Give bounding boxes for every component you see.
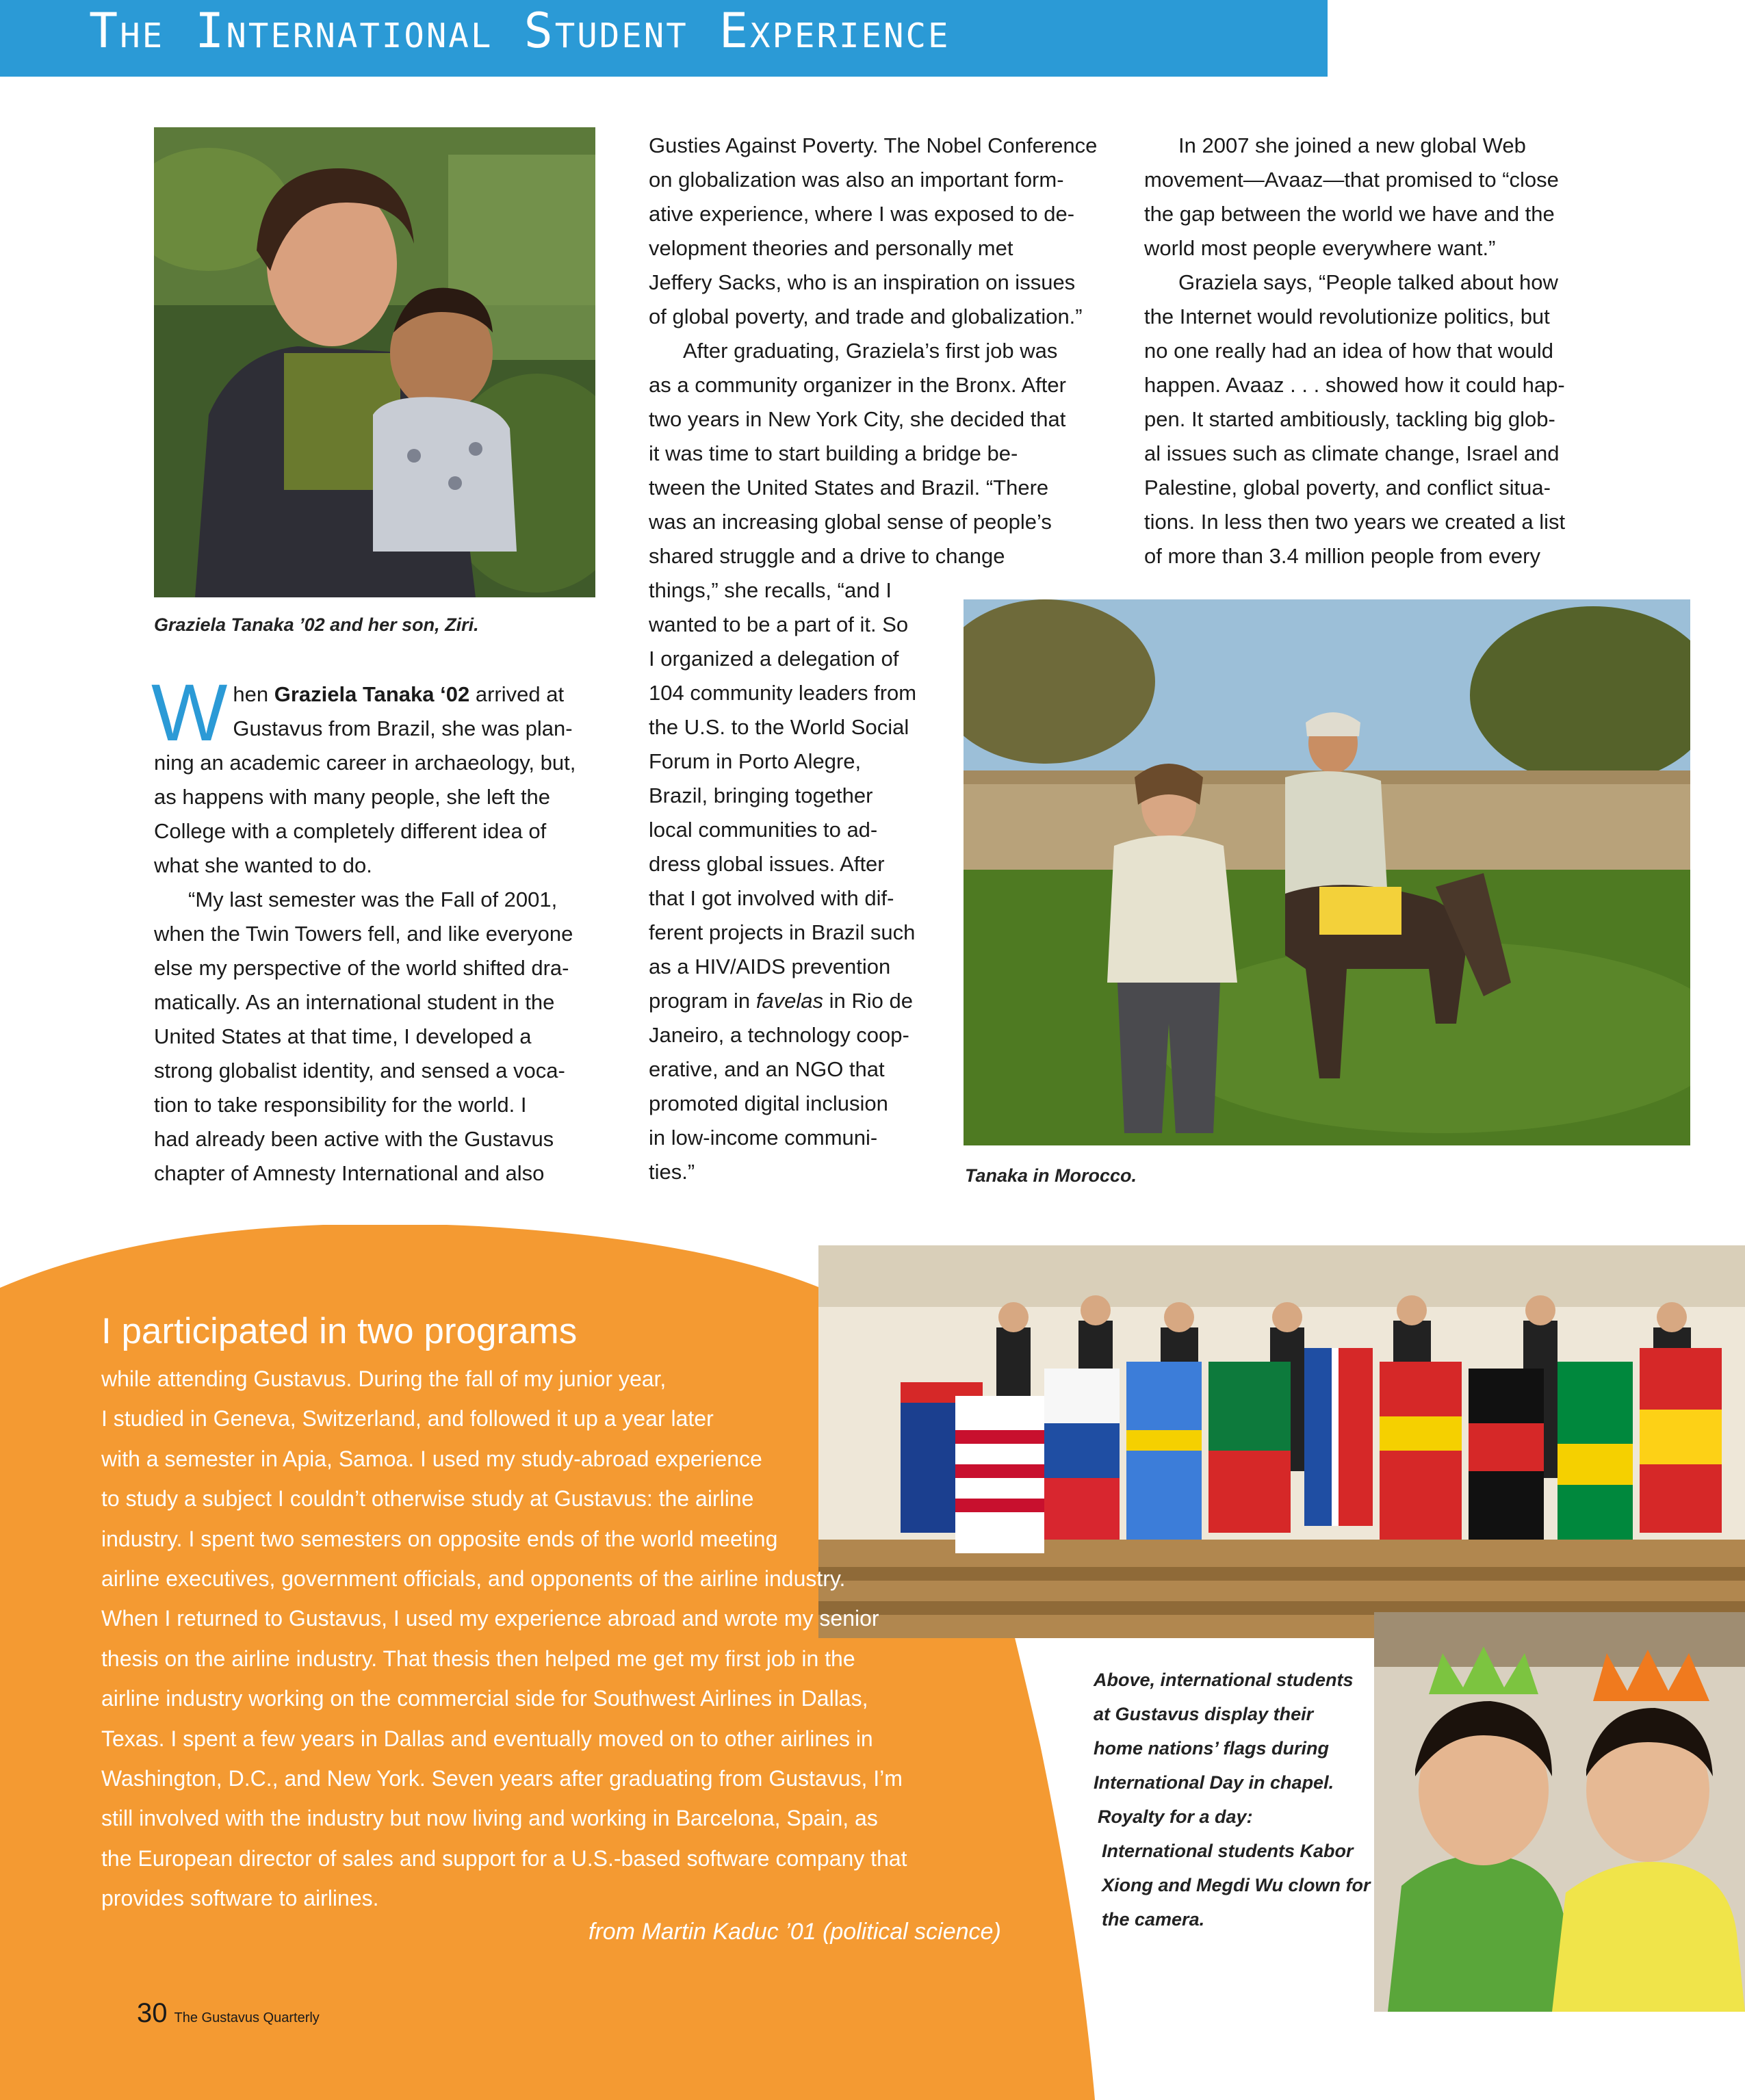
caption-mother-son: Graziela Tanaka ’02 and her son, Ziri. <box>154 614 479 635</box>
pull-quote-attribution: from Martin Kaduc ’01 (political science) <box>589 1919 1001 1945</box>
paragraph-5: In 2007 she joined a new global Web movement—Avaaz—that promised to “close the gap between the world we have and the world most people everywhere want.” <box>1144 133 1559 260</box>
paragraph-3: Gusties Against Poverty. The Nobel Conference on globalization was also an important form- ative experience, where I was exposed to de- velopment theories and personally met Jeffery Sacks, who is an inspiration on issues of global poverty, and trade and globalization.” <box>649 133 1098 328</box>
photo-morocco-donkey <box>964 599 1690 1145</box>
photo-flags-chapel <box>818 1245 1745 1638</box>
page-title: The International Student Experience <box>89 3 951 59</box>
photo-students-crowns <box>1374 1612 1745 2012</box>
paragraph-2: “My last semester was the Fall of 2001, when the Twin Towers fell, and like everyone else my perspective of the world shifted dra- matically. As an international student in the United States at that time, I developed a strong globalist identity, and sensed a voca- tion to take responsibility for the world. I had already been active with the Gustavus chapter of Amnesty International and also <box>154 887 573 1185</box>
paragraph-1: W hen Graziela Tanaka ‘02 arrived at Gustavus from Brazil, she was plan- ning an academic career in archaeology, but, as happens with many people, she left the College with a completely different idea of what she wanted to do. <box>151 668 576 877</box>
article-column-3 <box>1144 129 1623 573</box>
paragraph-4: After graduating, Graziela’s first job was as a community organizer in the Bronx. After two years in New York City, she decided that it was time to start building a bridge be- tween the United States and Brazil. “There was an increasing global sense of people’s shared struggle and a drive to change things,” she recalls, “and I wanted to be a part of it. So I organized a delegation of 104 community leaders from the U.S. to the World Social Forum in Porto Alegre, Brazil, bringing together local communities to ad- dress global issues. After that I got involved with dif- ferent projects in Brazil such as a HIV/AIDS prevention program in favelas in Rio de Janeiro, a technology coop- erative, and an NGO that promoted digital inclusion in low-income communi- ties.” <box>649 339 1066 1184</box>
caption-morocco: Tanaka in Morocco. <box>965 1165 1137 1186</box>
person-name: Graziela Tanaka ‘02 <box>274 682 470 706</box>
pull-quote-body: while attending Gustavus. During the fall of my junior year, I studied in Geneva, Switzerland, and followed it up a year later with a semester in Apia, Samoa. I used my study-abroad experience to study a subject I couldn’t otherwise study at Gustavus: the airline industry. I spent two semesters on opposite ends of the world meeting airline executives, government officials, and opponents of the airline industry. When I returned to Gustavus, I used my experience abroad and wrote my senior thesis on the airline industry. That thesis then helped me get my first job in the airline industry working on the commercial side for Southwest Airlines in Dallas, Texas. I spent a few years in Dallas and eventually moved on to other airlines in Washington, D.C., and New York. Seven years after graduating from Gustavus, I’m still involved with the industry but now living and working in Barcelona, Spain, as the European director of sales and support for a U.S.-based software company that provides software to airlines. <box>101 1366 907 1911</box>
page-footer <box>137 1998 320 2029</box>
header-banner <box>0 0 1328 77</box>
article-column-1 <box>151 668 592 1191</box>
drop-cap: W <box>151 668 228 758</box>
pull-quote-headline: I participated in two programs <box>101 1311 578 1351</box>
photo-mother-son <box>154 127 595 597</box>
caption-flags: Above, international students at Gustavus display their home nations’ flags during International Day in chapel. <box>1094 1670 1354 1793</box>
caption-crowns: Royalty for a day: International students Kabor Xiong and Megdi Wu clown for the camera. <box>1098 1806 1371 1930</box>
publication-name: The Gustavus Quarterly <box>174 2010 320 2025</box>
paragraph-6: Graziela says, “People talked about how the Internet would revolutionize politics, but no one really had an idea of how that would happen. Avaaz . . . showed how it could hap- pen. It started ambitiously, tackling big glob- al issues such as climate change, Israel and Palestine, global poverty, and conflict situa- tions. In less then two years we created a list of more than 3.4 million people from every <box>1144 270 1566 568</box>
page-number: 30 <box>137 1998 168 2028</box>
